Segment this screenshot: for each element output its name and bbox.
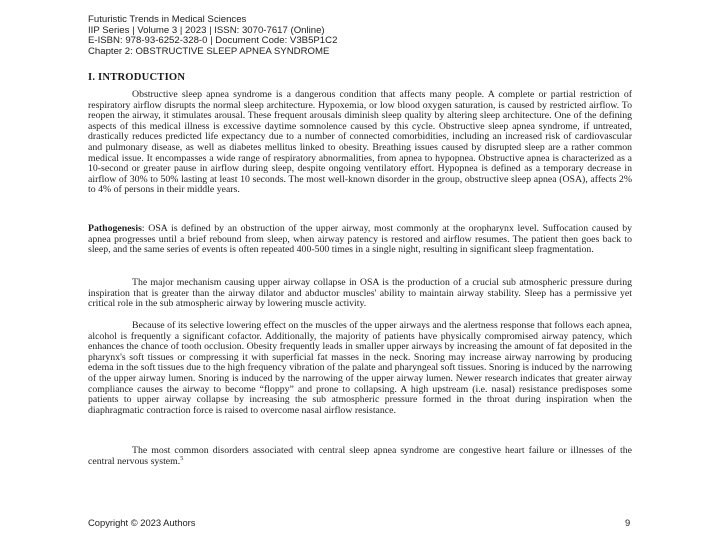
paragraph-mechanism-text: The major mechanism causing upper airway collapse in OSA is the production of a crucial sub atmospheric pressure during inspiration that is greater than the airway dilator and abductor muscles' ability to maintain airway stability. Sleep has a permissive yet critical role in the sub atmospheric airway by lowering muscle activity. (88, 277, 632, 310)
section-heading: I. INTRODUCTION (88, 72, 186, 83)
paragraph-intro-text: Obstructive sleep apnea syndrome is a dangerous condition that affects many people. A complete or partial restriction of respiratory airflow disrupts the normal sleep architecture. Hypoxemia, or low blood oxygen saturation, is caused by restricted airflow. To reopen the airway, it stimulates arousal. These frequent arousals diminish sleep quality by altering sleep architecture. One of the defining aspects of this medical illness is excessive daytime somnolence caused by this cycle. Obstructive sleep apnea syndrome, if untreated, drastically reduces predicted life expectancy due to a number of connected comorbidities, including an increased risk of cardiovascular and pulmonary disease, as well as diabetes mellitus linked to obesity. Breathing issues caused by disrupted sleep are a rather common medical issue. It encompasses a wide range of respiratory abnormalities, from apnea to hypopnea. Obstructive apnea is characterized as a 10-second or greater pause in airflow during sleep, despite ongoing ventilatory effort. Hypopnea is defined as a temporary decrease in airflow of 30% to 50% lasting at least 10 seconds. The most well-known disorder in the group, obstructive sleep apnea (OSA), affects 2% to 4% of persons in their middle years. (88, 89, 632, 196)
footer-copyright: Copyright © 2023 Authors (88, 517, 196, 528)
paragraph-mechanism (88, 278, 632, 310)
footer-page-number: 9 (625, 517, 631, 528)
header-book-title: Futuristic Trends in Medical Sciences (88, 14, 247, 25)
paragraph-cofactors-text: Because of its selective lowering effect on the muscles of the upper airways and the alertness response that follows each apnea, alcohol is frequently a significant cofactor. Additionally, the majority of patients have physically compromised airway patency, which enhances the chance of tooth occlusion. Obesity frequently leads in smaller upper airways by increasing the amount of fat deposited in the pharynx's soft tissues or compressing it with superficial fat masses in the neck. Snoring may increase airway narrowing by producing edema in the soft tissues due to the high frequency vibration of the palate and pharyngeal soft tissues. Snoring is induced by the narrowing of the upper airway lumen. Snoring is induced by the narrowing of the upper airway lumen. Newer research indicates that greater airway compliance causes the airway to become “floppy” and prone to collapsing. A high upstream (i.e. nasal) resistance predisposes some patients to upper airway collapse by increasing the sub atmospheric pressure formed in the throat during inspiration when the diaphragmatic contraction force is raised to overcome nasal airflow resistance. (88, 320, 632, 416)
citation-superscript: 5 (180, 455, 184, 462)
paragraph-pathogenesis (88, 224, 632, 256)
paragraph-central-apnea (88, 446, 632, 467)
running-header (88, 15, 337, 57)
paragraph-intro (88, 90, 632, 196)
pathogenesis-text: : OSA is defined by an obstruction of the upper airway, most commonly at the oropharynx level. Suffocation caused by apnea progresses until a brief rebound from sleep, when airway patency is restored and airflow resumes. The patient then goes back to sleep, and the same series of events is often repeated 400-500 times in a single night, resulting in significant sleep fragmentation. (88, 223, 632, 256)
header-series-info: IIP Series | Volume 3 | 2023 | ISSN: 3070-7617 (Online) (88, 24, 325, 36)
paragraph-central-apnea-text: The most common disorders associated with central sleep apnea syndrome are congestive heart failure or illnesses of the central nervous system. (88, 445, 632, 467)
paragraph-cofactors (88, 321, 632, 416)
header-isbn: E-ISBN: 978-93-6252-328-0 | Document Code: V3B5P1C2 (88, 35, 338, 46)
header-chapter: Chapter 2: OBSTRUCTIVE SLEEP APNEA SYNDROME (88, 45, 330, 57)
pathogenesis-label: Pathogenesis (88, 223, 142, 234)
